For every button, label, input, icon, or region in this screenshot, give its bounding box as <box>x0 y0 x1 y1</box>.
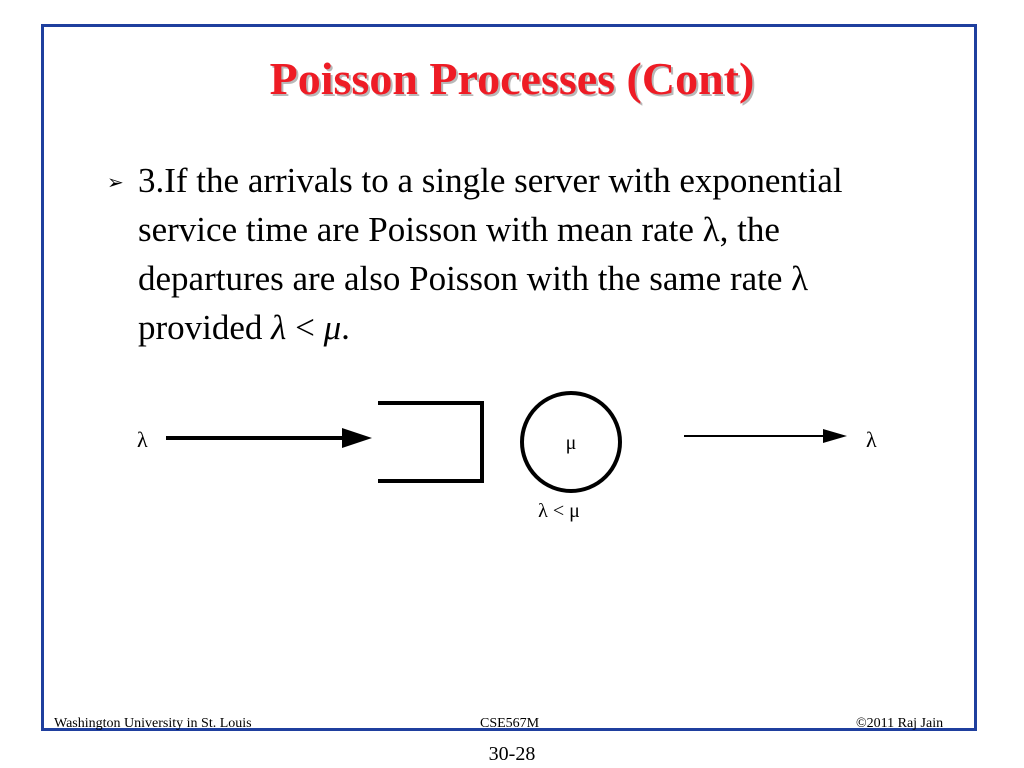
bullet-arrow-icon: ➢ <box>107 172 124 194</box>
queue-buffer <box>378 403 482 481</box>
condition-operator: < <box>286 308 324 347</box>
condition-suffix: . <box>341 308 350 347</box>
bullet-line-4-prefix: provided <box>138 308 272 347</box>
bullet-line-3: departures are also Poisson with the same rate λ <box>138 259 809 298</box>
bullet-line-2: service time are Poisson with mean rate λ, the <box>138 210 780 249</box>
stability-condition-label: λ < μ <box>538 500 580 522</box>
page-number: 30-28 <box>488 743 536 765</box>
output-arrow <box>684 429 847 443</box>
server-rate-label: μ <box>565 432 577 454</box>
footer-institution: Washington University in St. Louis <box>54 716 252 731</box>
condition-mu: μ <box>323 308 342 347</box>
condition-lambda: λ <box>271 308 287 347</box>
footer-copyright: ©2011 Raj Jain <box>856 716 944 731</box>
footer-course: CSE567M <box>480 716 540 731</box>
output-rate-label: λ <box>866 427 877 452</box>
input-rate-label: λ <box>137 427 148 452</box>
slide-title: Poisson Processes (Cont) <box>269 53 755 104</box>
input-arrow <box>166 428 372 448</box>
bullet-line-1: 3.If the arrivals to a single server with exponential <box>138 161 843 200</box>
